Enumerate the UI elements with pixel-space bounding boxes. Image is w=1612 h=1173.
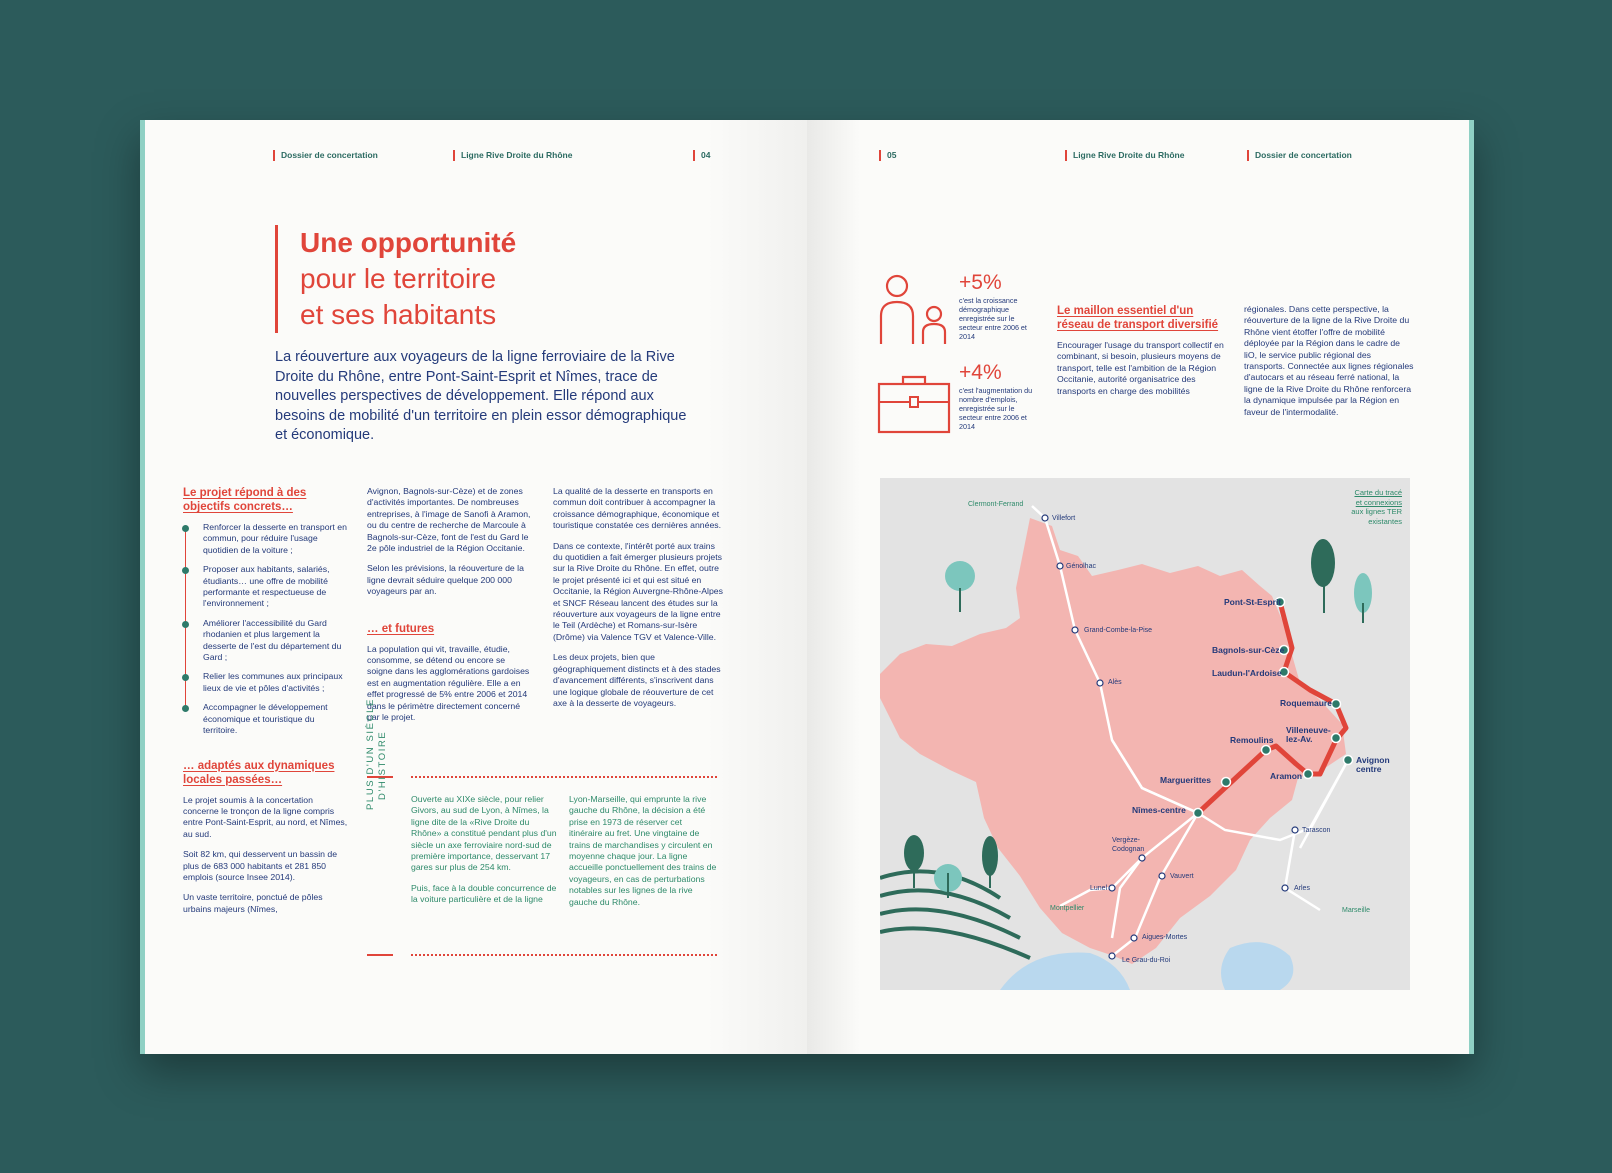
right-page <box>807 120 1474 1054</box>
paragraph: La qualité de la desserte en transports en commun doit contribuer à accompagner la croissance démographique, économique et touristique constatée ces dernières années. <box>553 486 722 531</box>
map-label: Roquemaure <box>1280 698 1332 708</box>
list-item: Relier les communes aux principaux lieux de vie et pôles d'activités ; <box>203 671 348 694</box>
history-column-b: Lyon-Marseille, qui emprunte la rive gauche du Rhône, la décision a été prise en 1973 de réserver cet itinéraire au fret. Une vingtaine de trains de marchandises y circulent en moyenne chaque jour. La ligne accueille ponctuellement des trains de voyageurs, en cas de perturbations notables sur les lignes de la rive gauche du Rhône. <box>569 794 717 907</box>
header-line-title: Ligne Rive Droite du Rhône <box>1065 150 1184 161</box>
history-bottom-bar <box>367 954 393 956</box>
map-label: Vergèze-Codognan <box>1112 837 1145 853</box>
bullet-dot <box>182 705 189 712</box>
rail-map <box>880 478 1410 990</box>
map-label: Villeneuve-lez-Av. <box>1286 725 1331 744</box>
paragraph: Soit 82 km, qui desservent un bassin de plus de 683 000 habitants et 281 850 emplois (source Insee 2014). <box>183 849 338 882</box>
section-heading-futures: … et futures <box>367 622 435 635</box>
intro-paragraph: La réouverture aux voyageurs de la ligne ferroviaire de la Rive Droite du Rhône, entre Pont-Saint-Esprit et Nîmes, trace de nouvelles perspectives de développement. Elle répond aux besoins de mobilité d'un territoire en plein essor démographique et économique. <box>275 349 687 443</box>
map-label: Laudun-l'Ardoise <box>1212 668 1282 678</box>
page-number: 04 <box>693 150 710 161</box>
map-label: Alès <box>1108 679 1122 686</box>
map-label: Lunel <box>1090 885 1108 892</box>
map-label: Aigues-Mortes <box>1142 934 1188 941</box>
paragraph: Avignon, Bagnols-sur-Cèze) et de zones d'activités importantes. De nombreuses entreprises, à l'image de Sanofi à Aramon, ou du centre de recherche de Marcoule à Bagnols-sur-Cèze, font de l'est du Gard le 2e pôle industriel de la Région Occitanie. <box>367 486 531 554</box>
history-column-a: Ouverte au XIXe siècle, pour relier Givors, au sud de Lyon, à Nîmes, la ligne dite de la «Rive Droite du Rhône» a constitué pendant plus d'un siècle un axe ferroviaire nord-sud de première importance, desservant 17 gares sur plus de 254 km. Puis, face à la double concurrence de la voiture particulière et de la ligne <box>411 794 557 905</box>
map-label: Remoulins <box>1230 735 1274 745</box>
history-top-dotted-rule <box>411 776 717 778</box>
map-label: Villefort <box>1052 515 1076 522</box>
stat-value-emplois: +4% <box>959 361 1002 384</box>
paragraph: Les deux projets, bien que géographiquement distincts et à des stades d'avancement différents, s'inscrivent dans une logique globale de réouverture de cet axe à la desserte de voyageurs. <box>553 652 721 708</box>
briefcase-icon <box>877 374 957 436</box>
brochure-spread <box>140 120 1474 1054</box>
column-3 <box>553 486 723 718</box>
page-title <box>275 225 516 333</box>
stat-caption-emplois: c'est l'augmentation du nombre d'emplois, enregistrée sur le secteur entre 2006 et 2014 <box>959 386 1033 431</box>
list-item: Améliorer l'accessibilité du Gard rhodanien et plus largement la desserte de l'est du département du Gard ; <box>203 618 348 664</box>
stat-caption-population: c'est la croissance démographique enregistrée sur le secteur entre 2006 et 2014 <box>959 296 1027 341</box>
history-vertical-title: PLUS D'UN SIÈCLE D'HISTOIRE <box>365 698 388 810</box>
map-label: Bagnols-sur-Cèze <box>1212 645 1285 655</box>
title-line-1: Une opportunité <box>300 227 517 258</box>
map-label: Pont-St-Esprit <box>1224 597 1282 607</box>
bullet-dot <box>182 567 189 574</box>
map-label: Aramon <box>1270 771 1303 781</box>
header-line-title: Ligne Rive Droite du Rhône <box>453 150 572 161</box>
map-label: Nîmes-centre <box>1132 805 1186 815</box>
history-bottom-dotted-rule <box>411 954 717 956</box>
map-label: Clermont-Ferrand <box>968 501 1024 508</box>
paragraph: Dans ce contexte, l'intérêt porté aux trains du quotidien a fait émerger plusieurs projets sur la Rive Droite du Rhône. En effet, outre le projet présenté ici et qui est situé en Occitanie, la Région Auvergne-Rhône-Alpes et SNCF Réseau lancent des études sur la réouverture aux voyageurs de la ligne entre le Teil (Ardèche) et Romans-sur-Isère (Drôme) via Valence TGV et Valence-Ville. <box>553 540 723 642</box>
map-label: Arles <box>1294 885 1310 892</box>
page-number: 05 <box>879 150 896 161</box>
maillon-column <box>1057 304 1227 406</box>
map-legend: Carte du tracé et connexions aux lignes TER existantes <box>1351 488 1402 526</box>
map-label: Montpellier <box>1050 905 1085 912</box>
map-label: Le Grau-du-Roi <box>1122 957 1171 964</box>
map-label: Génolhac <box>1066 563 1096 570</box>
paragraph: Selon les prévisions, la réouverture de la ligne devrait séduire quelque 200 000 voyageurs par an. <box>367 563 524 597</box>
list-item: Proposer aux habitants, salariés, étudiants… une offre de mobilité performante et respectueuse de l'environnement ; <box>203 564 348 610</box>
list-item: Renforcer la desserte en transport en commun, pour réduire l'usage quotidien de la voiture ; <box>203 522 348 556</box>
bullet-dot <box>182 674 189 681</box>
paragraph: régionales. Dans cette perspective, la réouverture de la ligne de la Rive Droite du Rhône vient étoffer l'offre de mobilité déployée par la Région dans le cadre de liO, le service public régional des transports. Connectée aux lignes régionales d'autocars et au réseau ferré national, la ligne de la Rive Droite du Rhône renforcera la dynamique impulsée par la Région en faveur de l'intermodalité. <box>1244 304 1414 417</box>
paragraph: Encourager l'usage du transport collectif en combinant, si besoin, plusieurs moyens de transport, telle est l'ambition de la Région Occitanie, autorité organisatrice des transports en charge des mobilités <box>1057 340 1224 396</box>
title-line-2: pour le territoire <box>300 263 497 294</box>
section-heading-objectifs: Le projet répond à des objectifs concrets… <box>183 487 307 513</box>
people-icon <box>877 270 957 350</box>
map-label: Vauvert <box>1170 873 1194 880</box>
map-label: Marguerittes <box>1160 775 1212 785</box>
column-2 <box>367 486 532 733</box>
map-label: Tarascon <box>1302 827 1331 834</box>
list-item: Accompagner le développement économique et touristique du territoire. <box>203 702 348 736</box>
column-1 <box>183 486 348 924</box>
section-heading-maillon: Le maillon essentiel d'un réseau de transport diversifié <box>1057 305 1219 331</box>
stat-value-population: +5% <box>959 271 1002 294</box>
maillon-column-2 <box>1244 304 1414 427</box>
bullet-list <box>183 522 348 737</box>
map-label: Marseille <box>1342 907 1371 914</box>
header-doc-title: Dossier de concertation <box>273 150 378 161</box>
title-line-3: et ses habitants <box>300 299 497 330</box>
section-heading-dynamiques: … adaptés aux dynamiques locales passées… <box>183 759 335 786</box>
map-label: Grand-Combe-la-Pise <box>1084 627 1153 634</box>
paragraph: Un vaste territoire, ponctué de pôles urbains majeurs (Nîmes, <box>183 892 323 914</box>
paragraph: Le projet soumis à la concertation concerne le tronçon de la ligne compris entre Pont-Saint-Esprit, au nord, et Nîmes, au sud. <box>183 794 348 839</box>
bullet-dot <box>182 621 189 628</box>
paragraph: La population qui vit, travaille, étudie, consomme, se détend ou encore se soigne dans les agglomérations gardoises est en augmentation régulière. Elle a en effet progressé de 5% entre 2006 et 2014 dans le périmètre directement concerné par le projet. <box>367 643 530 723</box>
map-label: Avignon centre <box>1356 755 1390 774</box>
header-doc-title: Dossier de concertation <box>1247 150 1352 161</box>
bullet-dot <box>182 525 189 532</box>
left-page <box>140 120 807 1054</box>
